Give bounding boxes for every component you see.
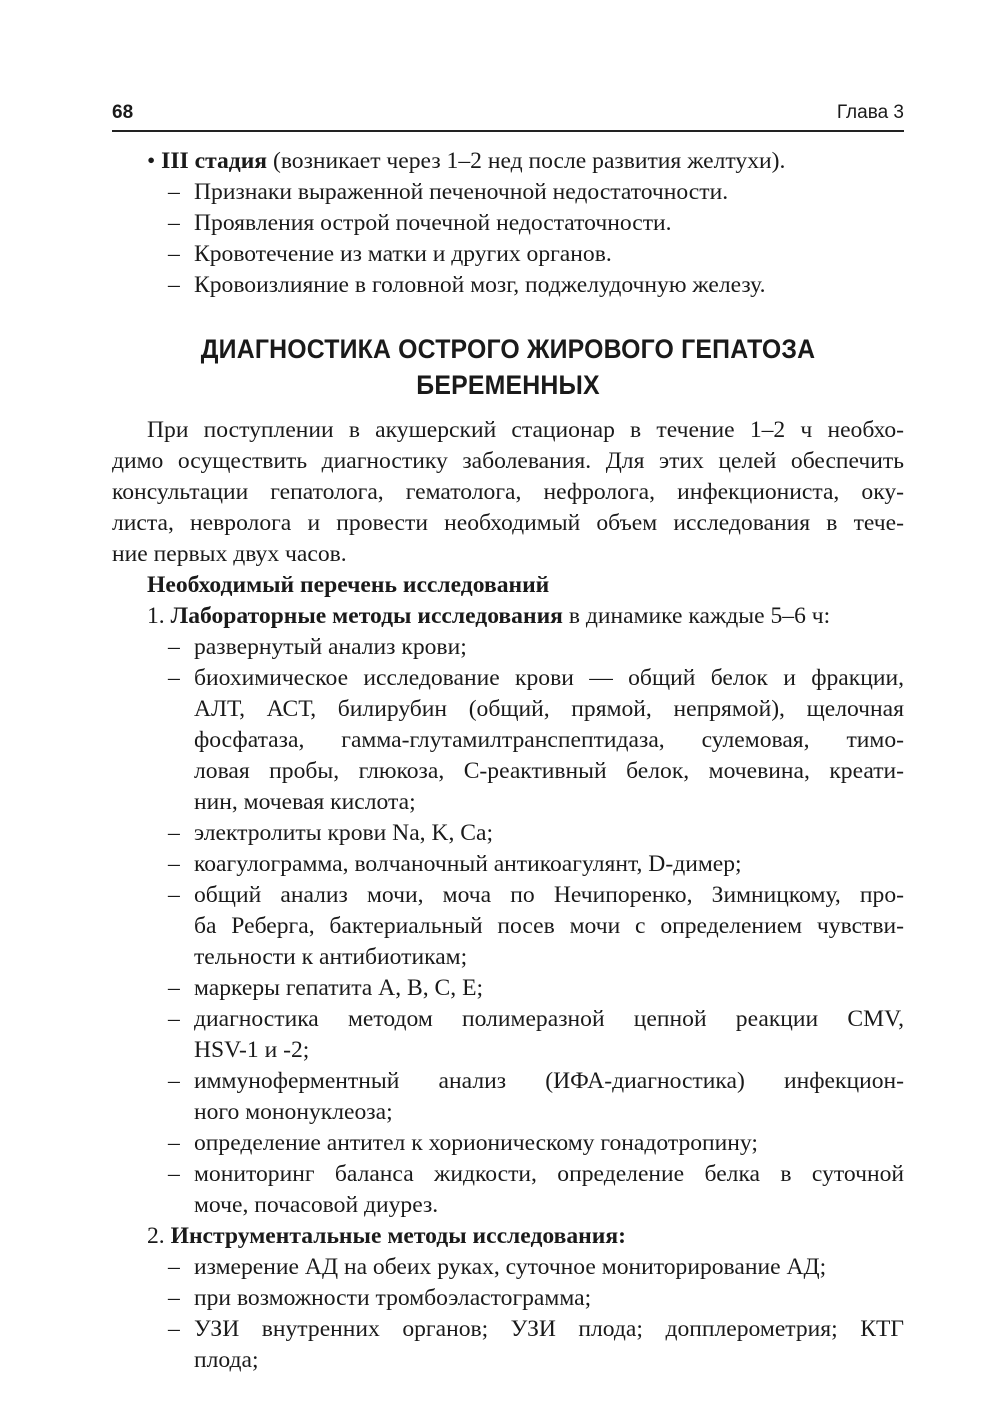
instrumental-item: – измерение АД на обеих руках, суточное мониторирование АД;: [112, 1252, 904, 1283]
lab-item: – электролиты крови Na, K, Ca;: [112, 818, 904, 849]
instrumental-items: – измерение АД на обеих руках, суточное мониторирование АД; – при возможности тромбоэластограмма; – УЗИ внутренних органов; УЗИ плода; допплерометрия; КТГ плода;: [112, 1252, 904, 1376]
stage-item: – Кровоизлияние в головной мозг, поджелудочную железу.: [112, 270, 904, 301]
stage-text: (возникает через 1–2 нед после развития желтухи).: [267, 148, 786, 174]
intro-paragraph: При поступлении в акушерский стационар в течение 1–2 ч необхо- димо осуществить диагностику заболевания. Для этих целей обеспечить консультации гепатолога, гематолога, нефролога, инфекциониста, оку- листа, невролога и провести необходимый объем исследования в тече- ние первых двух часов.: [112, 417, 904, 567]
stage-bullet-line: [112, 146, 904, 177]
page-body: [112, 146, 904, 1376]
dash-glyph: –: [168, 820, 180, 846]
lab-item: – маркеры гепатита А, В, С, Е;: [112, 973, 904, 1004]
lab-item: – развернутый анализ крови;: [112, 632, 904, 663]
dash-glyph: –: [168, 1068, 180, 1094]
running-header: [112, 100, 904, 132]
instrumental-item: – при возможности тромбоэластограмма;: [112, 1283, 904, 1314]
lab-item: – диагностика методом полимеразной цепной реакции CMV,: [112, 1004, 904, 1035]
lab-items: – развернутый анализ крови; – биохимическое исследование крови — общий белок и фракции, АЛТ, АСТ, билирубин (общий, прямой, непрямой), щелочная фосфатаза, гамма-глутамилтранспептидаза, сулемовая, тимо- ловая пробы, глюкоза, С-реактивный белок, мочевина, креати- нин, мочевая кислота; – электролиты крови Na, K, Ca; – коагулограмма, волчаночный антикоагулянт, D-димер; – общий анализ мочи, моча по Нечипоренко, Зимницкому, про- ба Реберга, бактериальный посев мочи с определением чувстви- тельности к антибиотикам; – маркеры гепатита А, В, С, Е; – диагностика методом полимеразной цепной реакции CMV, HSV-1 и -2; – иммуноферментный анализ (ИФА-диагностика) инфекцион- ного мононуклеоза; – определение антител к хорионическому гонадотропину; – мониторинг баланса жидкости, определение белка в суточной моче, почасовой диурез.: [112, 632, 904, 1221]
stage-item: – Признаки выраженной печеночной недостаточности.: [112, 177, 904, 208]
dash-glyph: –: [168, 1254, 180, 1280]
lab-methods-heading: 1. Лабораторные методы исследования в динамике каждые 5–6 ч:: [147, 603, 831, 629]
stage-item: – Проявления острой почечной недостаточности.: [112, 208, 904, 239]
dash-glyph: –: [168, 272, 180, 298]
dash-glyph: –: [168, 210, 180, 236]
dash-glyph: –: [168, 1130, 180, 1156]
dash-glyph: –: [168, 1161, 180, 1187]
dash-glyph: –: [168, 851, 180, 877]
dash-glyph: –: [168, 1006, 180, 1032]
lab-item: – коагулограмма, волчаночный антикоагулянт, D-димер;: [112, 849, 904, 880]
dash-glyph: –: [168, 1285, 180, 1311]
stage-title: III стадия: [161, 148, 268, 174]
dash-glyph: –: [168, 882, 180, 908]
bullet-glyph: •: [147, 148, 156, 174]
lab-item: – определение антител к хорионическому гонадотропину;: [112, 1128, 904, 1159]
instrumental-item: – УЗИ внутренних органов; УЗИ плода; допплерометрия; КТГ: [112, 1314, 904, 1345]
instrumental-methods-heading: 2. Инструментальные методы исследования:: [147, 1223, 626, 1249]
list-title: Необходимый перечень исследований: [147, 572, 550, 598]
dash-glyph: –: [168, 665, 180, 691]
lab-item: – иммуноферментный анализ (ИФА-диагностика) инфекцион-: [112, 1066, 904, 1097]
dash-glyph: –: [168, 975, 180, 1001]
dash-glyph: –: [168, 634, 180, 660]
lab-item: – мониторинг баланса жидкости, определение белка в суточной: [112, 1159, 904, 1190]
chapter-label: Глава 3: [836, 102, 904, 123]
lab-item: – общий анализ мочи, моча по Нечипоренко, Зимницкому, про-: [112, 880, 904, 911]
lab-item: – биохимическое исследование крови — общий белок и фракции,: [112, 663, 904, 694]
stage-item: – Кровотечение из матки и других органов.: [112, 239, 904, 270]
section-heading: ДИАГНОСТИКА ОСТРОГО ЖИРОВОГО ГЕПАТОЗА БЕРЕМЕННЫХ: [200, 334, 816, 400]
dash-glyph: –: [168, 179, 180, 205]
dash-glyph: –: [168, 1316, 180, 1342]
page-number: 68: [112, 102, 134, 123]
dash-glyph: –: [168, 241, 180, 267]
